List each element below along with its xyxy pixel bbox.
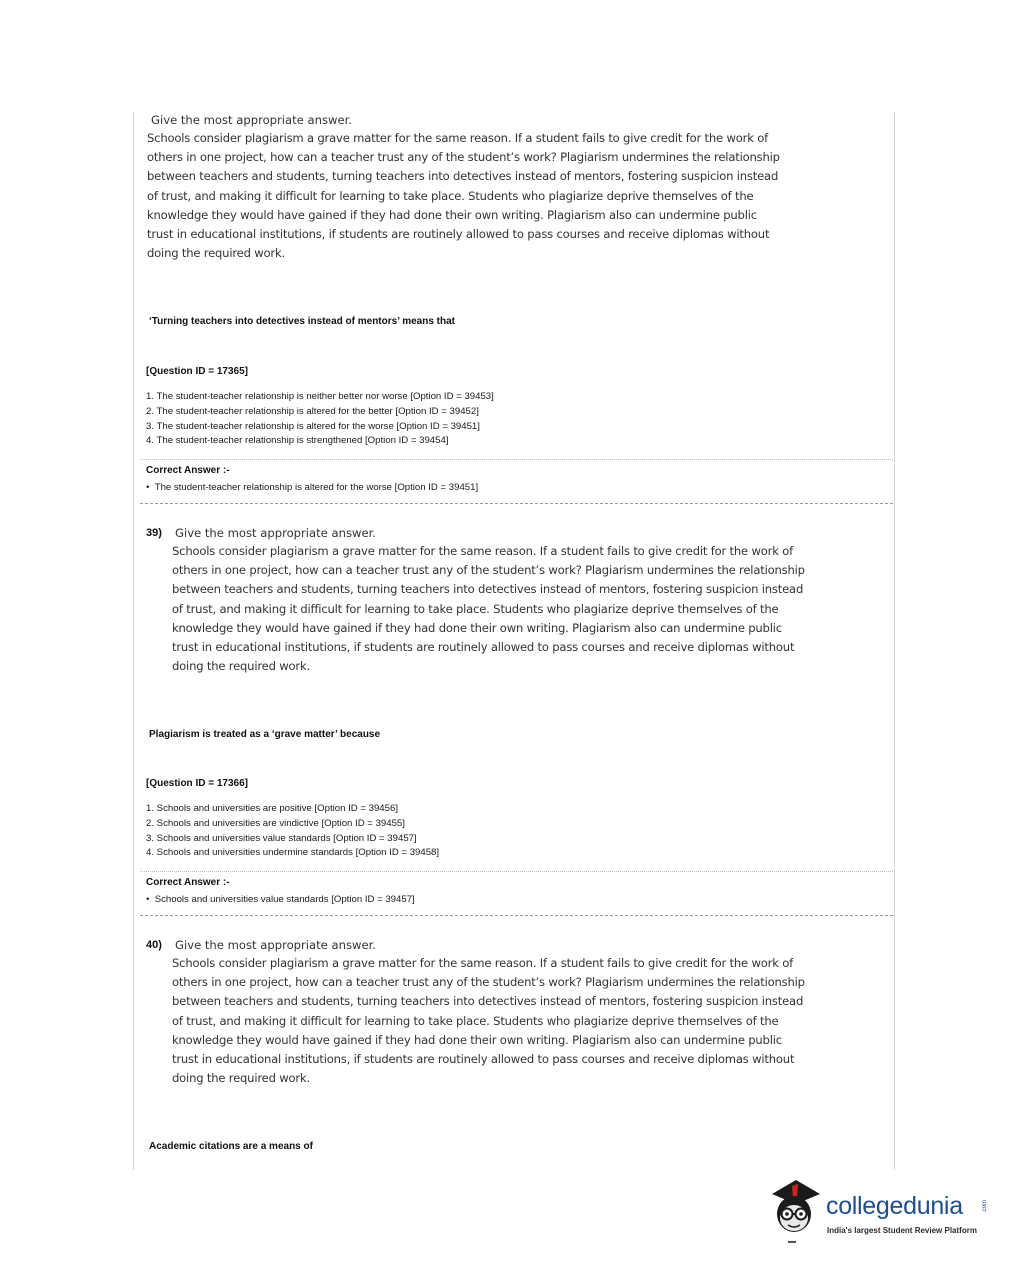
passage-line: doing the required work. [172,659,310,674]
brand-domain: .com [982,1200,988,1214]
option-item: 3. Schools and universities value standards [Option ID = 39457] [146,832,417,844]
passage-line: of trust, and making it difficult for learning to take place. Students who plagiarize deprive themselves of the [172,1013,779,1028]
passage-intro: Give the most appropriate answer. [151,113,352,127]
option-item: 2. Schools and universities are vindictive [Option ID = 39455] [146,817,405,829]
passage-line: Schools consider plagiarism a grave matter for the same reason. If a student fails to give credit for the work of [172,544,793,558]
passage-line: between teachers and students, turning teachers into detectives instead of mentors, fostering suspicion instead [172,582,804,597]
divider [140,871,893,872]
passage-line: between teachers and students, turning teachers into detectives instead of mentors, fostering suspicion instead [147,169,779,184]
correct-answer-text: The student-teacher relationship is altered for the worse [Option ID = 39451] [154,482,479,493]
passage-line: others in one project, how can a teacher trust any of the student’s work? Plagiarism undermines the relationship [172,563,805,578]
passage-text [172,954,832,1088]
passage-line: of trust, and making it difficult for learning to take place. Students who plagiarize deprive themselves of the [172,601,779,616]
passage-line: Schools consider plagiarism a grave matter for the same reason. If a student fails to give credit for the work of [172,956,793,970]
student-mascot-icon [766,1176,824,1246]
correct-answer-text: Schools and universities value standards [Option ID = 39457] [154,894,415,905]
passage-line: trust in educational institutions, if students are routinely allowed to pass courses and receive diplomas without [172,1052,795,1067]
passage-line: doing the required work. [172,1071,310,1086]
question-stem: Academic citations are a means of [149,1141,313,1152]
option-item: 2. The student-teacher relationship is altered for the better [Option ID = 39452] [146,405,479,417]
question-separator [140,915,893,916]
passage-line: trust in educational institutions, if students are routinely allowed to pass courses and receive diplomas without [147,227,770,242]
passage-line: knowledge they would have gained if they had done their own writing. Plagiarism also can undermine public [147,207,757,222]
passage-text [172,542,832,676]
question-stem: ‘Turning teachers into detectives instead of mentors’ means that [149,316,455,327]
divider [140,459,893,460]
passage-text [147,129,807,263]
passage-line: trust in educational institutions, if students are routinely allowed to pass courses and receive diplomas without [172,640,795,655]
correct-answer-label: Correct Answer :- [146,465,230,476]
collegedunia-logo [766,1176,996,1246]
passage-line: doing the required work. [147,246,285,261]
correct-answer: • The student-teacher relationship is altered for the worse [Option ID = 39451] [146,482,479,493]
passage-line: Schools consider plagiarism a grave matter for the same reason. If a student fails to give credit for the work of [147,131,768,145]
question-id: [Question ID = 17366] [146,778,248,789]
passage-line: of trust, and making it difficult for learning to take place. Students who plagiarize deprive themselves of the [147,188,754,203]
passage-intro: Give the most appropriate answer. [175,938,376,952]
passage-line: between teachers and students, turning teachers into detectives instead of mentors, fostering suspicion instead [172,994,804,1009]
passage-line: others in one project, how can a teacher trust any of the student’s work? Plagiarism undermines the relationship [172,975,805,990]
option-item: 4. The student-teacher relationship is strengthened [Option ID = 39454] [146,435,449,447]
correct-answer-label: Correct Answer :- [146,877,230,888]
question-id: [Question ID = 17365] [146,366,248,377]
question-stem: Plagiarism is treated as a ‘grave matter’ because [149,729,381,740]
question-number: 39) [146,527,162,539]
brand-name: collegedunia [826,1192,963,1220]
passage-line: others in one project, how can a teacher trust any of the student’s work? Plagiarism undermines the relationship [147,150,780,165]
brand-tagline: India's largest Student Review Platform [827,1226,977,1235]
question-number: 40) [146,939,162,951]
passage-line: knowledge they would have gained if they had done their own writing. Plagiarism also can undermine public [172,1032,782,1047]
question-separator [140,503,893,504]
option-list [146,390,494,449]
passage-line: knowledge they would have gained if they had done their own writing. Plagiarism also can undermine public [172,620,782,635]
option-item: 3. The student-teacher relationship is altered for the worse [Option ID = 39451] [146,420,480,432]
option-list [146,802,439,861]
passage-intro: Give the most appropriate answer. [175,526,376,540]
option-item: 4. Schools and universities undermine standards [Option ID = 39458] [146,847,440,859]
option-item: 1. Schools and universities are positive [Option ID = 39456] [146,803,398,814]
option-item: 1. The student-teacher relationship is neither better nor worse [Option ID = 39453] [146,391,494,402]
correct-answer: • Schools and universities value standards [Option ID = 39457] [146,894,415,905]
